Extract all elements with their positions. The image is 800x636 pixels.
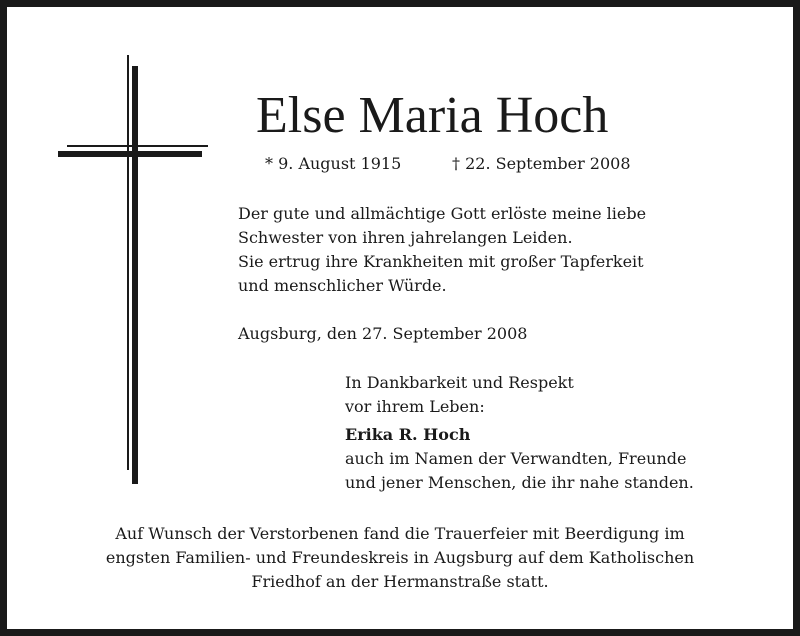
footer-line: Auf Wunsch der Verstorbenen fand die Trauerfeier mit Beerdigung im: [115, 524, 685, 543]
birth-date: * 9. August 1915: [265, 154, 402, 173]
death-date: † 22. September 2008: [452, 154, 631, 173]
thanks-line: In Dankbarkeit und Respekt: [345, 373, 574, 392]
signer-line: und jener Menschen, die ihr nahe standen.: [345, 473, 694, 492]
signer-line: auch im Namen der Verwandten, Freunde: [345, 449, 687, 468]
footer-note: [10, 522, 790, 594]
notice-text-line: und menschlicher Würde.: [238, 276, 447, 295]
signer-name: Erika R. Hoch: [345, 425, 471, 444]
notice-text-line: Schwester von ihren jahrelangen Leiden.: [238, 228, 573, 247]
footer-line: Friedhof an der Hermanstraße statt.: [251, 572, 549, 591]
notice-text-line: Der gute und allmächtige Gott erlöste meine liebe: [238, 204, 647, 223]
place-date: Augsburg, den 27. September 2008: [238, 324, 528, 343]
notice-text-line: Sie ertrug ihre Krankheiten mit großer Tapferkeit: [238, 252, 644, 271]
footer-line: engsten Familien- und Freundeskreis in Augsburg auf dem Katholischen: [105, 548, 695, 567]
deceased-name: Else Maria Hoch: [256, 87, 609, 144]
thanks-block: [345, 371, 694, 495]
thanks-line: vor ihrem Leben:: [345, 397, 485, 416]
notice-text: [238, 202, 646, 298]
